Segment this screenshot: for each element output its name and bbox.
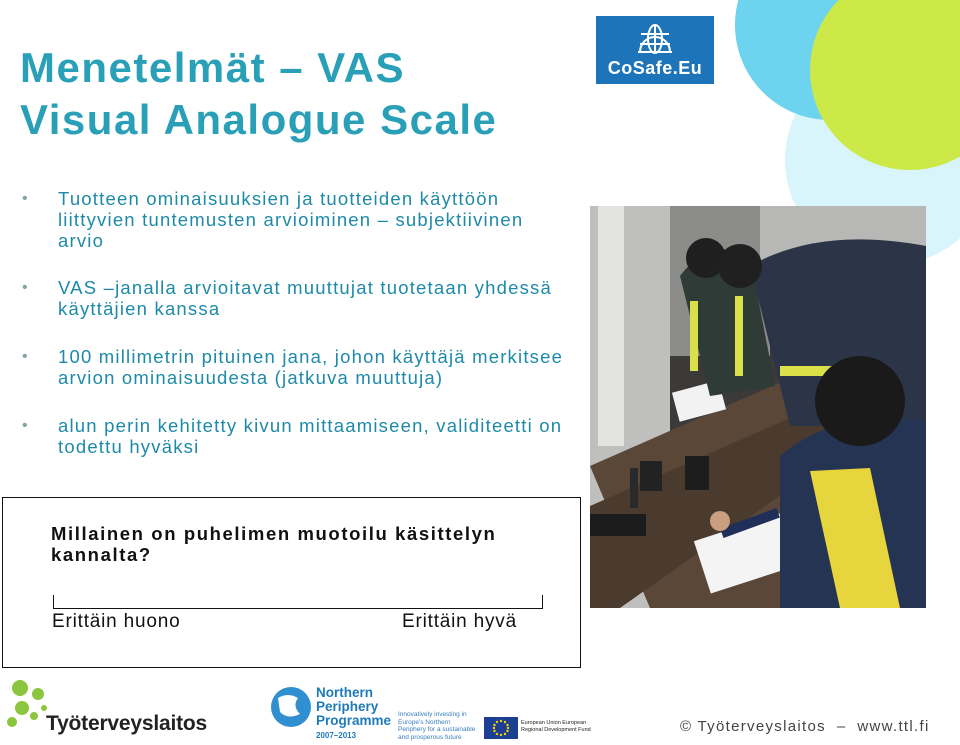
bullet-item: • Tuotteen ominaisuuksien ja tuotteiden käyttöön liittyvien tuntemusten arvioiminen – subjektiivinen arvio [22,188,567,251]
scale-right-label: Erittäin hyvä [402,611,517,632]
bullet-item: • VAS –janalla arvioitavat muuttujat tuotetaan yhdessä käyttäjien kanssa [22,277,567,319]
question-text: Millainen on puhelimen muotoilu käsittelyn kannalta? [51,523,497,565]
npp-line-2: Periphery [316,699,379,714]
npp-line-3: Programme [316,713,392,728]
npp-logo [270,684,400,744]
npp-tagline: Innovatively investing in Europe's Northern Periphery for a sustainable and prosperous future [398,711,476,741]
copyright-text: © Työterveyslaitos – www.ttl.fi [680,718,930,735]
npp-years: 2007–2013 [316,731,357,740]
bullet-item: • alun perin kehitetty kivun mittaamiseen, validiteetti on todettu hyväksi [22,415,567,457]
npp-title [316,686,391,728]
workers-photo [590,206,926,608]
eu-stars-icon [484,717,518,739]
question-box [2,497,581,668]
ttl-logo-text: Työterveyslaitos [46,712,207,735]
bullet-list [22,188,567,457]
scale-left-label: Erittäin huono [52,611,181,632]
vas-scale-line [53,595,543,609]
title-line-2: Visual Analogue Scale [20,96,498,143]
cosafe-logo [596,16,714,84]
npp-globe-icon [270,686,312,728]
npp-line-1: Northern [316,685,373,700]
title-line-1: Menetelmät – VAS [20,44,405,91]
bullet-item: • 100 millimetrin pituinen jana, johon käyttäjä merkitsee arvion ominaisuudesta (jatkuva muuttuja) [22,346,567,388]
globe-icon [636,22,674,56]
eu-flag [484,717,518,739]
logo-text: CoSafe.Eu [607,58,703,78]
slide-title [20,42,497,146]
eu-text: European Union European Regional Development Fund [521,720,591,733]
ttl-logo [6,674,207,742]
